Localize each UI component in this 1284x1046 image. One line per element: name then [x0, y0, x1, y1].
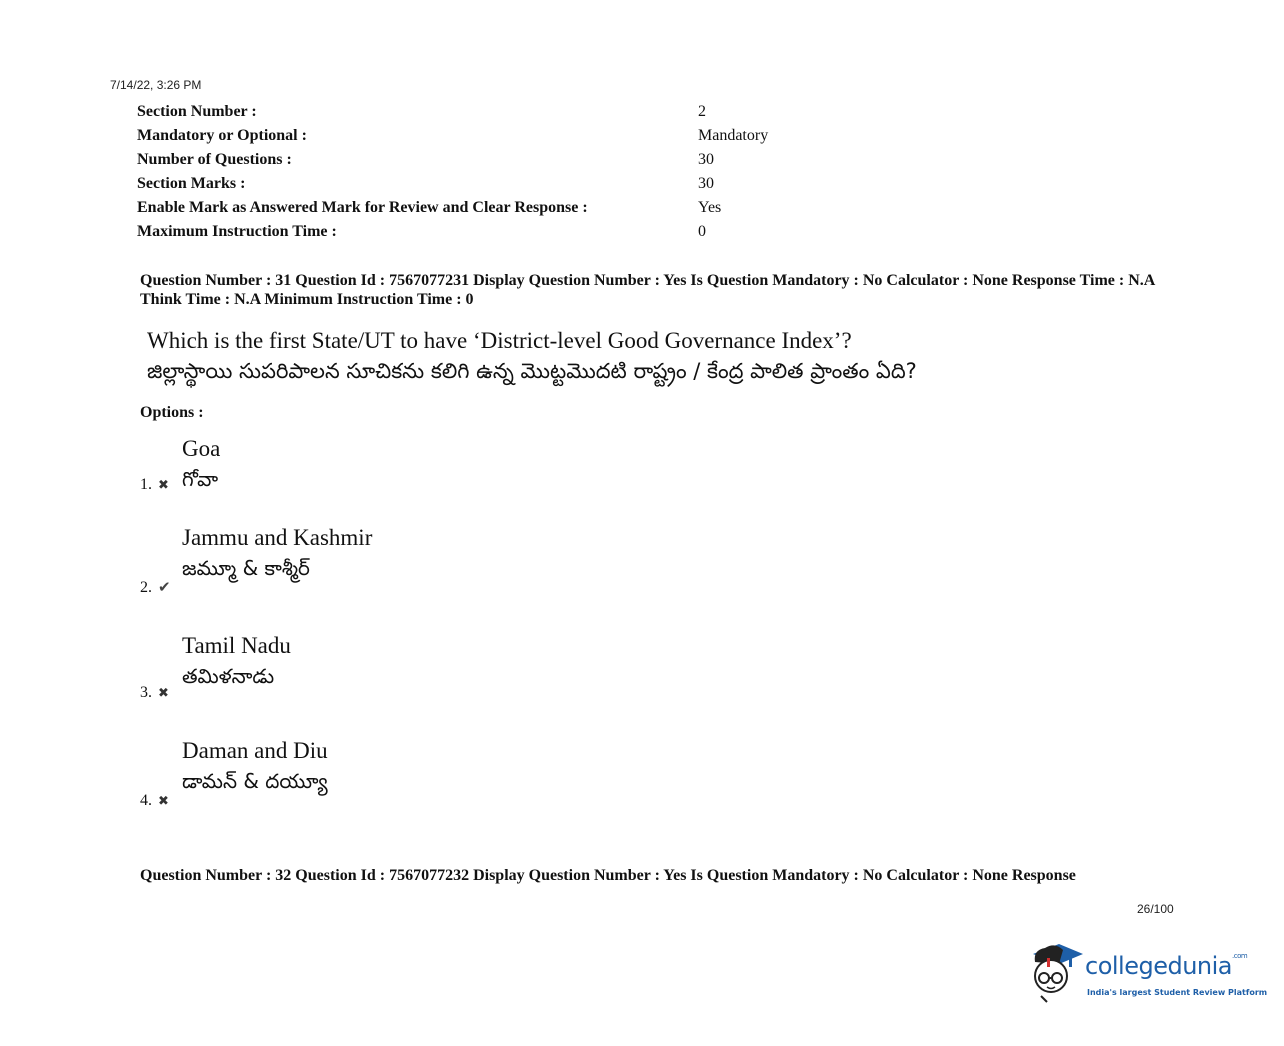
- option-text-english: Daman and Diu: [182, 738, 328, 763]
- option-text-telugu: గోవా: [182, 467, 219, 491]
- section-info-label: Section Number :: [137, 103, 257, 120]
- option-2: [140, 524, 740, 597]
- section-info-row: [137, 172, 837, 196]
- section-info-row: [137, 220, 837, 244]
- option-text-english: Tamil Nadu: [182, 633, 291, 658]
- section-info-label: Enable Mark as Answered Mark for Review and Clear Response :: [137, 199, 588, 216]
- option-3: [140, 632, 740, 702]
- logo-tagline: India's largest Student Review Platform: [1087, 988, 1268, 997]
- print-timestamp: 7/14/22, 3:26 PM: [110, 78, 202, 92]
- section-info-label: Section Marks :: [137, 175, 246, 192]
- option-number: 4.: [140, 792, 152, 809]
- option-number: 1.: [140, 476, 152, 493]
- logo-wordmark: collegedunia$^{.com}$: [1085, 952, 1248, 980]
- question-text-english: Which is the first State/UT to have ‘District-level Good Governance Index’?: [147, 328, 852, 353]
- option-text-english: Goa: [182, 436, 221, 461]
- option-1: [140, 435, 740, 494]
- options-label: Options :: [140, 404, 204, 421]
- section-info-label: Maximum Instruction Time :: [137, 223, 337, 240]
- section-info-value: 30: [698, 175, 714, 192]
- section-info-table: [137, 100, 837, 244]
- wrong-mark-icon: ✖: [158, 478, 169, 493]
- option-4: [140, 737, 740, 810]
- option-number: 2.: [140, 579, 152, 596]
- option-text-telugu: డామన్ & దయ్యూ: [182, 769, 328, 793]
- correct-check-icon: ✔: [158, 578, 171, 596]
- collegedunia-logo: [1025, 940, 1268, 1010]
- section-info-row: [137, 148, 837, 172]
- section-info-row: [137, 100, 837, 124]
- mascot-icon: [1025, 940, 1085, 1004]
- section-info-row: [137, 196, 837, 220]
- wrong-mark-icon: ✖: [158, 794, 169, 809]
- question-31-text: [147, 325, 1147, 387]
- section-info-value: 0: [698, 223, 706, 240]
- page-counter: 26/100: [1137, 902, 1174, 916]
- option-text-english: Jammu and Kashmir: [182, 525, 373, 550]
- section-info-value: Mandatory: [698, 127, 769, 144]
- option-text-telugu: జమ్మూ & కాశ్మీర్: [182, 556, 310, 580]
- wrong-mark-icon: ✖: [158, 686, 169, 701]
- option-number: 3.: [140, 684, 152, 701]
- section-info-value: 2: [698, 103, 706, 120]
- section-info-label: Number of Questions :: [137, 151, 292, 168]
- section-info-row: [137, 124, 837, 148]
- question-32-meta: Question Number : 32 Question Id : 7567077232 Display Question Number : Yes Is Question Mandatory : No Calculator : None Response: [140, 867, 1076, 884]
- question-31-meta: Question Number : 31 Question Id : 7567077231 Display Question Number : Yes Is Question Mandatory : No Calculator : None Response Time : N.A Think Time : N.A Minimum Instruction Time : 0: [140, 272, 1155, 308]
- option-text-telugu: తమిళనాడు: [182, 664, 275, 688]
- question-text-telugu: జిల్లాస్థాయి సుపరిపాలన సూచికను కలిగి ఉన్న మొట్టమొదటి రాష్ట్రం / కేంద్ర పాలిత ప్రాంతం ఏది?: [147, 359, 917, 383]
- section-info-value: Yes: [698, 199, 722, 216]
- section-info-value: 30: [698, 151, 714, 168]
- section-info-label: Mandatory or Optional :: [137, 127, 307, 144]
